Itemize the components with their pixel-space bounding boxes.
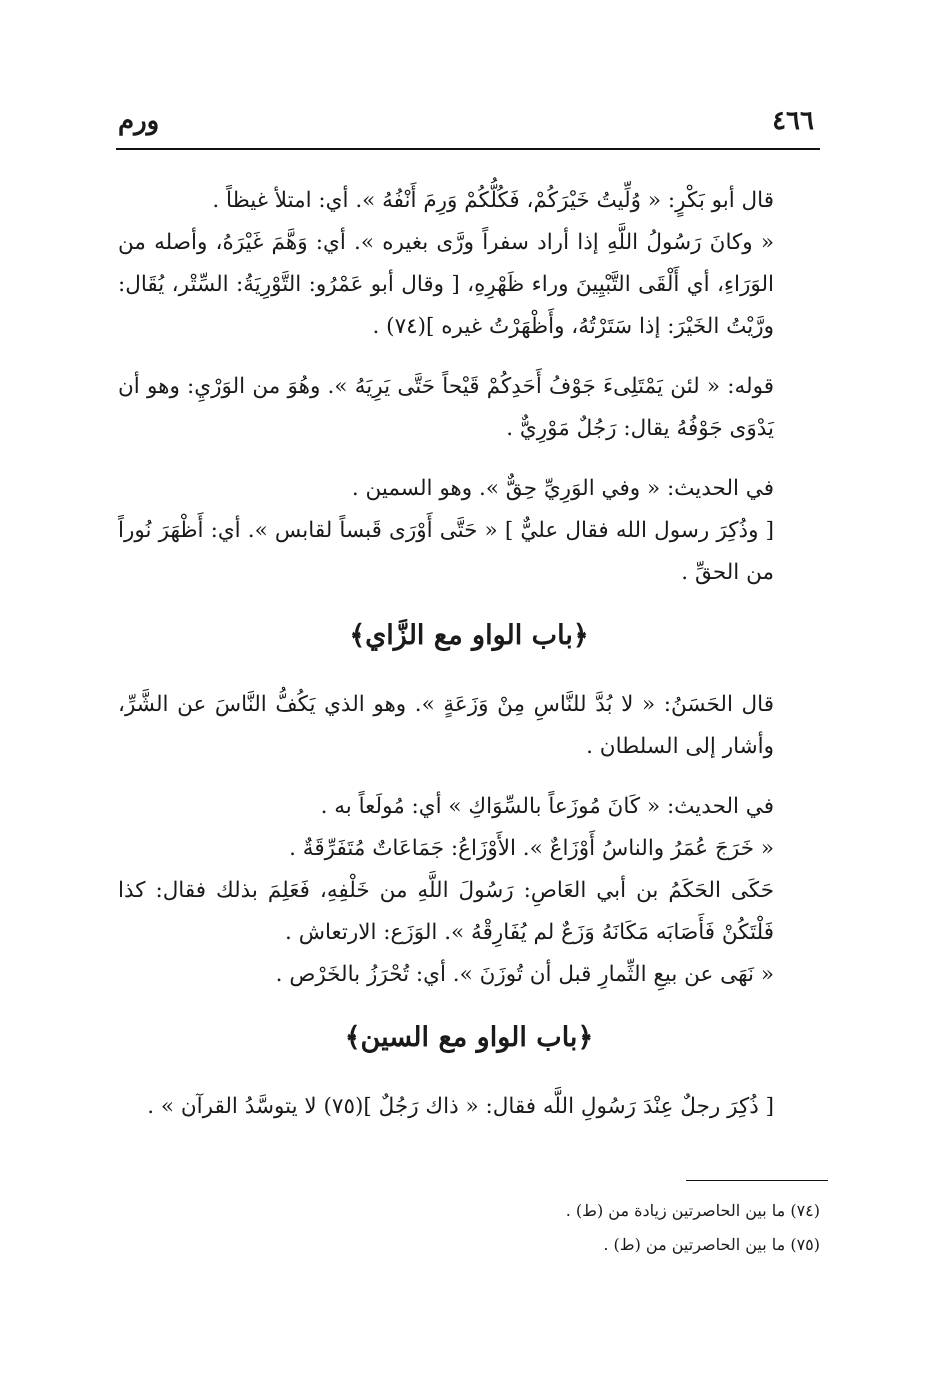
section-title-zay: ﴿باب الواو مع الزَّاي﴾ xyxy=(349,620,589,651)
footnote-74: (٧٤) ما بين الحاصرتين زيادة من (ط) . xyxy=(565,1201,820,1220)
paragraph-warra: « وكانَ رَسُولُ اللَّهِ إذا أراد سفراً ورَّى بغيره ». أي: وَهَّمَ غَيْرَهُ، وأصله من الوَرَاءِ، أي أَلْقَى التَّبْيِينَ وراء ظَهْرِهِ، [ وقال أبو عَمْرُو: التَّوْرِيَةُ: السِّتْر، يُقَال: ورَّيْتُ الخَيْرَ: إذا سَتَرْتُهُ، وأَظْهَرْتُ غيره ](٧٤) . xyxy=(118,230,774,339)
page-header xyxy=(118,92,814,136)
footnote-75: (٧٥) ما بين الحاصرتين من (ط) . xyxy=(603,1235,820,1254)
paragraph-awzaa: « خَرَجَ عُمَرُ والناسُ أَوْزَاعٌ ». الأَوْزَاعُ: جَمَاعَاتٌ مُتَفَرِّقَةٌ . xyxy=(289,836,774,861)
footnote-rule xyxy=(686,1180,828,1181)
paragraph-qawluh: قوله: « لئن يَمْتَلِىءَ جَوْفُ أَحَدِكُمْ قَيْحاً حَتَّى يَرِيَهُ ». وهُوَ من الوَرْيِ: وهو أن يَدْوَى جَوْفُهُ يقال: رَجُلٌ مَوْرِيٌّ . xyxy=(118,374,774,441)
paragraph-awra: [ وذُكِرَ رسول الله فقال عليٌّ ] « حَتَّى أَوْرَى قَبساً لقابس ». أي: أَظْهَرَ نُوراً من الحقِّ . xyxy=(118,518,774,585)
paragraph-yatawassad: [ ذُكِرَ رجلٌ عِنْدَ رَسُولِ اللَّه فقال: « ذاك رَجُلٌ ](٧٥) لا يتوسَّدُ القرآن » . xyxy=(147,1094,774,1119)
section-title-sin: ﴿باب الواو مع السين﴾ xyxy=(344,1022,594,1053)
running-title: ورم xyxy=(118,106,160,136)
paragraph-hakam: حَكَى الحَكَمُ بن أبي العَاصِ: رَسُولَ اللَّهِ من خَلْفِهِ، فَعَلِمَ بذلك فقال: كذا فَلْتَكُنْ فَأَصَابَه مَكَانَهُ وَزَعٌ لم يُفَارِقْهُ ». الوَزَع: الارتعاش . xyxy=(118,878,774,945)
paragraph-abu-bakr: قال أبو بَكْرٍ: « وُلِّيتُ خَيْرَكُمْ، فَكُلُّكُمْ وَرِمَ أَنْفُهُ ». أي: امتلأ غيظاً . xyxy=(212,188,774,213)
page-number: ٤٦٦ xyxy=(772,106,814,136)
body-text xyxy=(118,180,820,1146)
footnotes xyxy=(120,1194,820,1262)
paragraph-wariyy: في الحديث: « وفي الوَرِيِّ حِقٌّ ». وهو السمين . xyxy=(351,476,774,501)
paragraph-hasan: قال الحَسَنُ: « لا بُدَّ للنَّاسِ مِنْ وَزَعَةٍ ». وهو الذي يَكُفُّ النَّاسَ عن الشَّرِّ، وأشار إلى السلطان . xyxy=(118,692,774,759)
paragraph-muzaa: في الحديث: « كَانَ مُوزَعاً بالسِّوَاكِ » أي: مُولَعاً به . xyxy=(320,794,774,819)
paragraph-tuzan: « نَهَى عن بيعِ الثِّمارِ قبل أن تُوزَنَ ». أي: تُحْرَزُ بالخَرْص . xyxy=(275,962,774,987)
header-rule xyxy=(116,148,820,150)
